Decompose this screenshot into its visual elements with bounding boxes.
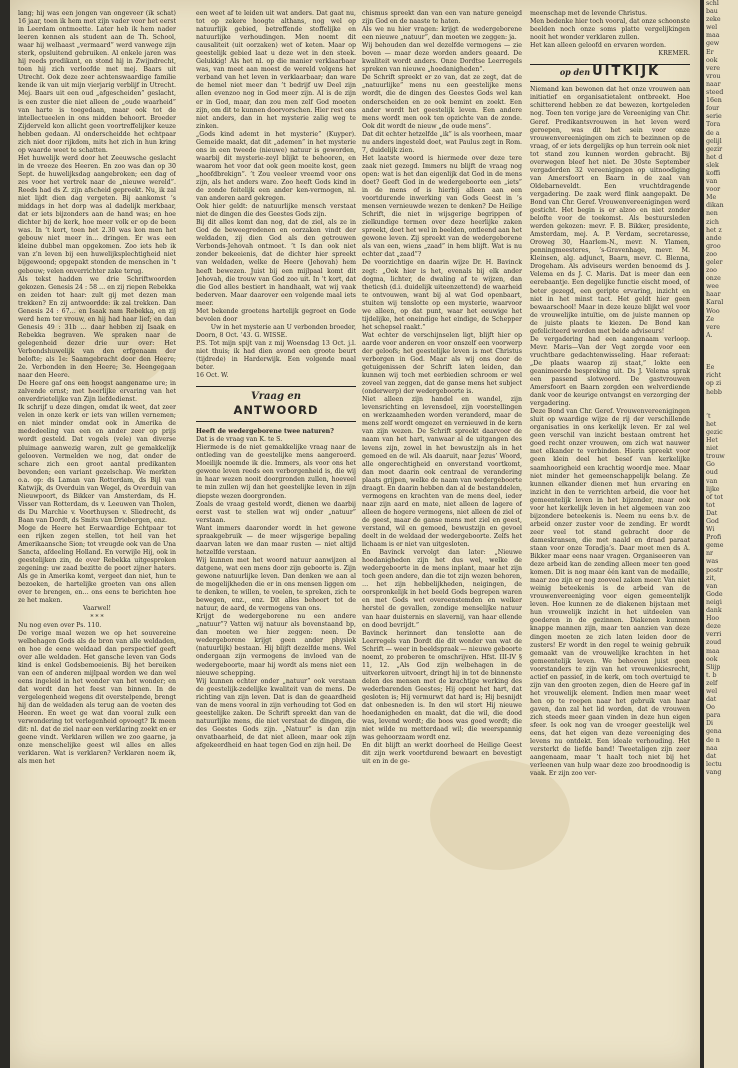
next-page-fragment: nen (706, 210, 718, 218)
column-2 (196, 10, 356, 1050)
next-page-fragment: dat (706, 696, 717, 704)
heading-top: Vraag en (250, 391, 302, 403)
paragraph: Wij behouden dan wel dezelfde vermogens — zie boven — maar deze worden anders geaard. De kwaliteit wordt anders. Onze Dordtse Leerregels spreken van nieuwe „hoedanigheden”. (362, 42, 522, 74)
next-page-fragment: groo (706, 242, 721, 250)
next-page-fragment: of tot (706, 493, 723, 501)
next-page-fragment: verri (706, 631, 722, 639)
section-divider: * * * (90, 613, 104, 621)
next-page-fragment: zit, (706, 574, 716, 582)
paragraph: een weet af te leiden uit wat anders. Dat gaat nu, tot op zekere hoogte althans, nog wel op natuurlijk gebied, betreffende stoffelijke en natuurlijke verhoudingen. Men noemt dit causaliteit (uit oorzaken) wet of keten. Maar op geestelijk gebied laat u deze wet in den steek. Gelukkig! Als het nl. op die manier verklaarbaar was, van meet aan moest de wereld volgens het verband van het leven in verklaarbaar; dan ware de hemel niet meer dan ’t bedrijf uw Deel zijn allen evenzoo nog in God meer zijn. Al is de zijn er in God, maar, dan zou men zelf God moeten zijn, om dit te kunnen doorvorschen. Hier rest ons niet anders, dan in het mysterie zalig weg te zinken. (196, 10, 356, 130)
next-page-fragment: Go (706, 461, 715, 469)
paragraph: Als tekst hadden we drie Schriftwoorden gekozen. Genesis 24 : 58 … en zij riepen Rebekka en zeiden tot haar: zult gij met dezen man trekken? En zij antwoordde: ik zal trekken. Dan Genesis 24 : 67… en Isaak nam Rebekka, en zij werd hem ter vrouw, en hij had haar lief; en dan Genesis 49 : 31b … daar hebben zij Isaak en Rebekka begraven. We spraken naar de gelegenheid dezer drie uur over: Het Verbondshuwelijk van den erfgenaam der belofte; als 1e: Saamgebracht door den Heere; 2e. Verbonden in den Heere; 3e. Heengegaan naar den Heere. (18, 275, 176, 380)
paragraph: Deze Bond van Chr. Geref. Vrouwenvereenigingen sluit op waardige wijze de rij der verschillende organisaties in ons kerkelijk leven. Er zal wel geen verschil van inzicht bestaan omtrent het goed recht onzer vrouwen, om zich wat nauwer met elkander te verbinden. Hierin spreekt voor geen klein deel het besef van kerkelijke saamhoorigheid een krachtig woordje mee. Maar niet minder het gemeenschappelijk belang. Ze kunnen elkander dienen met hun ervaring en inzicht in den te verrichten arbeid, die voor het gemeentelijk leven in het bijzonder, maar ook voor het kerkelijk leven in het algemeen van zoo bijzondere beteekenis is. Neem nu eens b.v. de arbeid onzer zuster voor de zending. Er wordt zeer veel tot stand gebracht door de dameskransen, die met naald en draad paraat staan voor onze Toradja’s. Daar moet men ds A. Bikker maar eens naar vragen. Organiseeren van deze arbeid kan de zending alleen meer ten goed komen. Dit is nog maar één kant van de medaille, maar zoo zijn er nog zooveel zaken meer. Van niet weinig beteekenis is de arbeid van de vrouwenvereeniging voor eigen gemeentelijk leven. Hoe kunnen ze de diakenen bijstaan met hun vrouwelijk inzicht in het uitdeelen van goederen in de gezinnen. Diakenen kunnen knappe mannen zijn, maar ten aanzien van deze dingen moeten ze zich laten leiden door de zusters! Er wordt in den regel te weinig gebruik gemaakt van de vrouwelijke krachten in het gemeentelijk leven. We behoeven juist geen voorstanders te zijn van het vrouwenkiesrecht, actief en passief, in de kerk, om toch overtuigd te zijn van den grooten zegen, dien de Heere gaf in het vrouwelijk element. Indien men maar weet hen op te roepen naar het gebruik van haar gaven, dan zal het lid worden, dat de vrouwen zich steeds meer gaan vinden in deze hun eigen sfeer. Is ook nog van de vroeger geestelijk wel eens, dat het eigen van deze vereeniging des levens nu ontdekt. Een ideale verhouding. Het versterkt de liefde band! Tweetaligen zijn zeer aangenaam, maar ’t haalt toch niet bij het verleenen van hulp waar deze zoo broodnoodig is vaak. Er zijn zoo ver- (530, 408, 690, 778)
next-page-fragment: koffi (706, 169, 721, 177)
closing-line: Uw in het mysterie aan U verbonden broeder, (210, 323, 356, 331)
next-page-fragment: gew (706, 40, 720, 48)
paragraph: Niet alleen zijn handel en wandel, zijn levensrichting en levensdoel, zijn voorstellingen en werkzaamheden worden veranderd, maar de mens zelf wordt omgezet en vernieuwd in de kern van zijn wezen. De Schrift spreekt daarvoor de naam van het hart, vanwaar al de uitgangen des levens zijn, zowel in het bewustzijn als in het gemoed en de wil. Als daaruit, naar Jezus’ Woord, alle ongerechtigheid en onverstand voortkomt, dan moet daarin ook centraal de verandering plaats grijpen, welke de naam van wedergeboorte draagt. En daarin hebben dan al de bestanddelen, vermogens en krachten van de mens deel, ieder naar zijn aard en mate, niet alleen de lagere of alleen de hogere vermogens, niet alleen de ziel of de geest, maar de ganse mens met ziel en geest, verstand, wil en gemoed, bewustzijn en gevoel deelt in de weldaad der wedergeboorte. Zelfs het lichaam is er niet van uitgesloten. (362, 396, 522, 549)
next-page-fragment: schl (706, 0, 719, 7)
paragraph: meenschap met de levende Christus. (530, 10, 647, 17)
next-page-fragment: vere (706, 64, 721, 72)
column-1 (18, 10, 176, 1050)
next-page-fragment: geler (706, 259, 723, 266)
next-page-fragment: Woo (706, 307, 720, 315)
paragraph: Vaarwel! (83, 605, 111, 613)
next-page-fragment: onze (706, 275, 721, 283)
next-page-fragment: wel (706, 24, 718, 32)
next-page-fragment: maa (706, 647, 720, 655)
paragraph: Dat dit echter hetzelfde „ik” is als voorheen, maar nu anders ingesteld doet, wat Paulus zegt in Rom. 7, duidelijk zien. (362, 130, 522, 154)
author-signature: KREMER. (658, 50, 690, 58)
next-page-fragment: gena (706, 728, 722, 736)
paragraph: „Gods kind ademt in het mysterie” (Kuyper). Gemeide maakt, dat dit „ademen” in het mysterie ons in een tweede (nieuwe) natuur is geworden, waarbij dit mysterie-zeyl blijkt te behooren, en waarom het voor dat ook geen moeite kost, geen „hoofdbrekign”. ’t Zou veeleer vreemd voor ons zijn, als het anders ware. Zoo heeft Gods kind in de zonde feitelijk een ander ken-vermogen, nl. van anderen aard gekregen. (196, 130, 356, 203)
next-page-fragment: Karal (706, 299, 724, 307)
next-page-fragment: gezir (706, 145, 723, 153)
next-page-fragment: postr (706, 566, 723, 574)
paragraph: De vergadering had een aangenaam verloop. Mevr. Maris—Van der Vegt zorgde voor een vruchtbare gedachtenwisseling. Haar referaat: „De plaats waarop zij staat,” lokte een geanimeerde bespreking uit. Ds J. Velema sprak een passend slotwoord. De gastvrouwen Amersfoort en Baarn zorgden een welverdiende dank voor de keurige ontvangst en verzorging der vergadering. (530, 335, 690, 408)
next-page-fragment: wee (706, 283, 719, 291)
next-page-fragment: dikan (706, 202, 724, 210)
next-page-fragment: Ze (706, 315, 715, 323)
paragraph: Men bedenke hier toch vooral, dat onze schoonste beelden noch onze soms platte vergelijkingen nooit het wonder verklaren zullen. (530, 18, 690, 42)
next-page-fragment: Di (706, 720, 714, 728)
next-page-fragment: 16en (706, 97, 722, 105)
next-page-fragment: zoo (706, 267, 717, 275)
next-page-fragment: hebb (706, 388, 722, 396)
next-page-fragment: van (706, 582, 718, 590)
next-page-fragment: nr (706, 550, 714, 558)
postscript-date: 16 Oct. W. (196, 372, 229, 380)
next-page-fragment: ook (706, 655, 718, 663)
heading-main: UITKIJK (592, 64, 661, 80)
paragraph: De voorzichtige en daarin wijze Dr. H. Bavinck zegt: „Ook hier is het, evenals bij elk ander dogma, lichter, de dwaling af te wijzen, dan theticsh (d.i. duidelijk uiteenzettend) de waarheid te ontvouwen, want bij al wat God openbaart, stuiten wij tenslotte op een mysterie, waarvoor we alleen, op dat punt, waar het eeuwige het tijdelijke, het oneindige het eindige, de Schepper het schepsel raakt.” (362, 259, 522, 331)
paragraph: De Schrift spreekt er zo van, dat ze zegt, dat de „natuurlijke” mens nu een geestelijke mens wordt, die de dingen des Geestes Gods wel kan onderscheiden en ze ook bemint en zoekt. Een ander wordt het geestelijk leven. Een andere mens wordt men ook ten opzichte van de zonde. Ook dit wordt de nieuw „de oude mens”. (362, 74, 522, 130)
paragraph: De vorige maal wezen we op het souvereine welbehagen Gods als de bron van alle weldaden, en hoe de eene weldaad dan perspectief geeft over alle weldaden. Het gansche leven van Gods kind is enkel Godsbemoeienis. Bij het bereiken van een of anderen mijlpaal worden we dan wel eens ingeleid in het wonder van het wonder; en dat wordt dan het feest van binnen. In de vergelegenheid wegens dit overstelpende, brengt hij dan de weldaden als terug aan de voeten des Heeren. En weet ge wat dan vooral zulk een verwondering tot verlegenheid opvoegt? Ik meen dit: nl. dat de ziel naar een verklaring zoekt en er geene vindt. Verklaren willen we zoo gaarne, ja onze menschelijke geest wil alles en alles verklaren. Wat is verklaren? Verklaren noem ik, als men het (18, 629, 176, 766)
next-page-fragment: gezic (706, 428, 723, 436)
paragraph: En Bavinck vervolgt dan later: „Nieuwe hoedanigheden zijn het dus wel, welke de wedergeboorte in de mens inplant, maar het zijn toch geen andere, dan die tot zijn wezen behoren, … het zijn hebbelijkheden, neigingen, de oorspronkelijk in het beeld Gods begrepen waren en met Gods wet overeenstemden en welker herstel de gevallen, zondige menselijke natuur van haar duisternis en slavernij, van haar ellende en dood bevrijdt.” (362, 549, 522, 629)
next-page-fragment: para (706, 712, 721, 720)
next-page-fragment: neigi (706, 598, 722, 606)
next-page-fragment: het z (706, 226, 722, 234)
column-4 (530, 10, 690, 1050)
paragraph: Ik schrijf u deze dingen, omdat ik weet, dat zeer velen in onze kerk er iets van willen vernemen; en niet minder omdat ook in Amerika de mededeeling van een en ander zeer op prijs wordt gesteld. Dat vogels (vele) van diverse pluimage aanwezig waren, zult ge gemakkelijk gelooven. Vermelden we nog, dat onder de schare zich een groot aantal predikanten bevonden; een variant gezelschap. We merkten o.a. op: ds Laman van Rotterdam, ds Bijl van Katwijk, ds Overduin van Wegel, ds Overduin van Nieuwpoort, ds Bikker van Amsterdam, ds H. Visser van Rotterdam, ds v. Leeuwen van Tholen, ds Du Marchie v. Voorthuysen v. Sliedrecht, ds Baan van Dordt, ds Smits van Driebergen, enz. (18, 404, 176, 524)
next-page-fragment: haar (706, 291, 721, 299)
next-page-fragment: was (706, 558, 719, 566)
next-page-fragment (704, 348, 738, 356)
next-page-fragment: vang (706, 768, 722, 776)
next-page-fragment: ook (706, 56, 718, 64)
next-page-fragment: oud (706, 469, 718, 477)
paragraph: Bavinck herinnert dan tenslotte aan de Leerregels van Dordt die dit wonder van wat de Schrift — weer in beeldspraak — nieuwe geboorte noemt, zo proberen te omschrijven. Hfst. III-IV § 11, 12. „Als God zijn welbehagen in de uitverkoren uitvoert, dringt hij in tot de binnenste delen des mensen met de krachtige werking des wederbarenden Geestes; Hij opent het hart, dat gesloten is; Hij vermurwt dat hard is; Hij besnijdt dat onbesneden is. In den wil stort Hij nieuwe hoedanigheden en maakt, dat die wil, die dood was, levend wordt; die boos was goed wordt; die niet wilde nu metterdaad wil; die weerspannig was gehoorzaam wordt enz. (362, 629, 522, 742)
paragraph: Zoals de vraag gesteld wordt, dienen we daarbij eerst vast te stellen wat wij onder „natuur” verstaan. (196, 500, 356, 524)
next-page-fragment: naa (706, 744, 718, 752)
next-page-fragment: bau (706, 8, 718, 16)
paragraph: Bij dit alles komt dan nog, dat de ziel, als ze in God de beweegredenen en oorzaken vindt der weldaden, zij dien God als den getrouwen Verbonds-Jehovah ontmoet. ’t Is dan ook niet zonder bekeeienis, dat de dichter hier spreekt van weldaden, welke de Heere (Jehovah) hem heeft bewezen. Juist bij een mijlpaal komt dit Jehovah, die trouw van God zoo uit. In ’t kort, dat die God alles bestiert in handhaalt, wat wij vaak bederven. Maar daarover een volgende maal iets meer. (196, 219, 356, 307)
next-page-fragment: van (706, 178, 718, 186)
next-page-fragment: Profi (706, 534, 722, 542)
next-page-fragment: steed (706, 89, 724, 97)
op-den-uitkijk-heading (530, 64, 690, 82)
next-page-fragment: tot (706, 501, 715, 509)
next-page-fragment (704, 397, 738, 405)
next-page-fragment: niet (706, 445, 719, 453)
next-page-fragment: ande (706, 234, 722, 242)
question-title: Heeft de wedergeborene twee naturen? (196, 428, 334, 436)
next-page-fragment: Het (706, 437, 718, 445)
next-page-fragment: van (706, 477, 718, 485)
next-page-fragment: wel (706, 687, 718, 695)
paragraph: Ook hier geldt: de natuurlijke mensch verstaat niet de dingen die des Geestes Gods zijn. (196, 203, 356, 219)
paragraph: Moge de Heere het Eerwaardige Echtpaar tot een rijken zegen stellen, tot heil van het Amerikaansche Sion; tot vreugde ook van de Una Sancta, afdeeling Holland. En verwijle Hij, ook in geestelijken zin, de over Rebekka uitgesproken zegening: uw zaad bezitte de poort zijner haters. Als ge in Amerika komt, vergeet dan niet, hun te bezoeken, de hartelijke groeten van ons allen over te brengen, en… ons eens te berichten hoe ze het maken. (18, 525, 176, 605)
next-page-fragment: Ee (706, 364, 715, 372)
paragraph: Wat echter de verschijnselen ligt, blijft hier op aarde voor anderen en voor onszelf een voorwerp der geloofs; het geestelijke leven is met Christus verborgen in God. Maar als wij ons door de getuigenissen der Schrift laten leiden, dan kunnen wij toch met eerbiedien schroom er wel zoveel van zeggen, dat de ganse mens het subject (onderwerp) der wedergeboorte is. (362, 331, 522, 396)
next-page-fragment: four (706, 105, 720, 113)
next-page-fragment: richt (706, 372, 722, 380)
next-page-fragment: zich (706, 218, 719, 226)
next-page-fragment: Tora (706, 121, 721, 129)
paragraph: lang; hij was een jongen van ongeveer (ik schat) 16 jaar, toen ik hem met zijn vader voor het eerst in Leerdam ontmoette. Later heb ik hem nader leeren kennen als student aan de Th. School, waar hij welhaast „vermaard” werd vanwege zijn sterk, opsluitend gebruiken. Al enkele jaren was hij reeds predikant, en stond hij in Zwijndrecht, toen hij zich verloofde met mej. Baars uit Utrecht. Ook deze zeer achtenswaardige familie kende ik van uit mijn vierjarig verblijf in Utrecht. Mej. Baars uit een oud „afgescheiden” geslacht, is een zuster die niet alleen de „oude waarheid” van harte is toegedaan, maar ook tot de intellectueelen in ons midden behoort. Broeder Zijderveld kon allicht geen voortreffelijker keuze hebben gedaan. Al onderscheidde het echtpaar zich niet door rijkdom, mits het zich in hun kring op waarde weet te schatten. (18, 10, 176, 154)
paragraph: Wij kunnen met het woord natuur aanwijzen al datgene, wat een mens door zijn geboorte is. Zijn gewone natuurlijke leven. Dan denken we aan al de mogelijkheden die er in ons mensen liggen om te denken, te willen, te voelen, te spreken, zich te bewegen, enz., enz. Dit alles behoort tot de natuur, de aard, de vermogens van ons. (196, 556, 356, 613)
next-page-fragment: lijke (706, 485, 720, 493)
next-page-fragment: de a (706, 129, 720, 137)
next-page-fragment: vere (706, 323, 721, 331)
column-3 (362, 10, 522, 1050)
next-page-fragment: Dat (706, 509, 718, 517)
heading-small: op den (559, 67, 591, 78)
paragraph: Het kan alleen geloofd en ervaren worden. (530, 42, 666, 50)
postscript: P.S. Tot mijn spijt van z mij Woensdag 13 Oct. j.l. niet thuis; ik had dien avond een groote beurt (tijdrede) in Harderwijk. Een volgende maal beter. (196, 339, 356, 372)
next-page-fragment (704, 356, 738, 364)
heading-main: ANTWOORD (233, 403, 319, 418)
next-page-fragment: zoo (706, 250, 717, 258)
paragraph: Krijgt de wedergeborene nu een andere „natuur”? Vatten wij natuur als bovenstaand bp, dan moeten we hier zeggen: neen. De wedergeborene krijgt geen ander physiek (natuurlijk) bestaan. Hij blijft dezelfde mens. Wel ondergaan zijn vermogens de invloed van de wedergeboorte, maar hij wordt als mens niet een nieuwe schepping. (196, 613, 356, 677)
next-page-fragment: zeke (706, 16, 721, 24)
next-page-fragments (704, 0, 738, 777)
next-page-fragment: Oo (706, 704, 715, 712)
next-page-fragment: deze (706, 623, 721, 631)
next-page-fragment: lectu (706, 760, 722, 768)
paragraph: Dat is de vraag van K. te S. (196, 436, 283, 444)
next-page-fragment: Slijp (706, 663, 721, 671)
next-page-fragment: t. b (706, 671, 717, 679)
next-page-fragment: Hoo (706, 615, 720, 623)
next-page-fragment: dank (706, 607, 722, 615)
paragraph: Want immers daaronder wordt in het gewone spraakgebruik — de meer wijsgerige bepaling daarvan laten we dan maar rusten — niet altijd hetzelfde verstaan. (196, 524, 356, 556)
next-page-fragment: op zi (706, 380, 722, 388)
next-page-fragment: ‘t (706, 412, 711, 420)
next-page-fragment: trouw (706, 453, 725, 461)
paragraph: chismus spreekt dan van een van nature geneigd zijn God en de naaste te haten. (362, 10, 522, 26)
paragraph: Wij kunnen echter onder „natuur” ook verstaan de geestelijk-zedelijke kwaliteit van de mens. De richting van zijn leven. Dat is dan de geaardheid van de mens vooral in zijn verhouding tot God en geestelijke zaken. De Schrift spreekt dan van de natuurlijke mens, die niet verstaat de dingen, die des Geestes Gods zijn. „Natuur” is dan zijn onvatbaarheid, de dat niet alleen, maar ook zijn afgekeerdheid en haat tegen God en zijn heil. De (196, 677, 356, 749)
next-page-fragment: voor (706, 186, 721, 194)
paragraph: Als we nu hier vragen: krijgt de wedergeborene een nieuwe „natuur”, dan moeten we zeggen: ja. (362, 26, 522, 42)
paragraph: Nu nog even over Ps. 110. (18, 621, 102, 629)
next-page-edge (704, 0, 738, 1068)
next-page-fragment: slek (706, 161, 719, 169)
next-page-fragment: vrou (706, 72, 721, 80)
paragraph: Het laatste woord is hiermede over deze tere zaak niet gezegd. Immers nu blijft de vraag nog open: wat is het dan eigenlijk dat God in de mens doet? Geeft God in de wedergeboorte een „iets” in de mens of is hierbij alleen aan een voortdurende inwerking van Gods Geest in ’s mensen vernieuwde wezen te denken? De Heilige Schrift, die niet in wijsgerige begrippen of zielkundige termen over deze heerlijke zaken spreekt, doet het wel in beelden, ontleend aan het gewone leven. Zij spreekt van de wedergeborene als van een, wiens „zaad” in hem blijft. Wat is nu echter dat „zaad”? (362, 154, 522, 259)
next-page-fragment: zelf (706, 679, 718, 687)
next-page-fragment: het d (706, 153, 723, 161)
next-page-fragment: zoud (706, 639, 722, 647)
signature-line: Doorn, 8 Oct. ’43. G. WISSE. (196, 331, 288, 339)
next-page-fragment: de n (706, 736, 720, 744)
next-page-fragment (704, 340, 738, 348)
next-page-fragment: serie (706, 113, 722, 121)
next-page-fragment: maa (706, 32, 720, 40)
next-page-fragment: dat (706, 752, 717, 760)
next-page-fragment: Gode (706, 590, 723, 598)
next-page-fragment: A. (706, 331, 713, 339)
next-page-fragment: het (706, 420, 717, 428)
next-page-fragment: geme (706, 542, 724, 550)
paragraph: En dit blijft an werkt doorheel de Heilige Geest dit zijn werk voortdurend bewaart en bevestigt uit en in de ge- (362, 742, 522, 766)
paragraph: Niemand kan bewonen dat het onze vrouwen aan initiatief en organisatietalent ontbreekt. Hoe schitterend hebben ze dat bewezen, kortgeleden nog. Toen ten vorige jare de Vereeniging van Chr. Geref. Predikantsvrouwen in het leven werd geroepen, was dit het sein voor onze vrouwenvereenigingen om zich te bezinnen op de vraag, of er iets dergelijks op hun terrein ook niet tot stand zou kunnen worden gebracht. Bij overwegen bleef het niet. De 30ste September vergaderden 32 vereenigingen op uitnoodiging van Amersfoort en Baarn in de zaal van Oldebarneveldt. Een vruchtdragende vergadering. De zaak werd flink aangepakt. De Bond van Chr. Geref. Vrouwenvereenigingen werd gesticht. Het begin is er alzoo en niet zonder belofte voor de toekomst. Als bestuursleden werden gekozen: mevr. F. B. Bikker, presidente, Amsterdam, mej. A. P. Verdam, secretaresse, Oroweg 30, Haarlem-N., mevr. N. Ylamen, penningmeesteres, ’s-Gravenhage, mevr. M. Kleinsen, alg. adjunct, Baarn, mevr. C. Blenna, Drogeham. Als adviseurs werden benoemd ds J. Velema en ds J. C. Maris. Dat is meer dan een eerebaantje. Een degelijke functie eischt moed, of beter gezegd, een geripte ervaring, inzicht en niet in het minst tact. Het geldt hier geen bewaarschool! Maar in deze keuze blijkt wel voor de vrouwelijke intuïtie, om de juiste mannen op de juiste plaats te kiezen. De Bond kan gefeliciteerd worden met beide adviseurs! (530, 86, 690, 335)
paragraph: Met bekende groetens hartelijk gegroet en Gode bevolen door (196, 307, 356, 323)
next-page-fragment: Wi (706, 526, 715, 534)
paragraph: De Heere gaf ons een hoogst aangename ure; in zalvende ernst; met heerlijke ervaring van het onverdrietelijke van Zijn liefdedienst. (18, 380, 176, 404)
next-page-fragment (704, 405, 738, 413)
next-page-fragment: God (706, 518, 719, 525)
vraag-en-antwoord-heading (196, 386, 356, 422)
next-page-fragment: Me (706, 194, 717, 202)
paragraph: Hiermede is de niet gemakkelijke vraag naar de ontleding van de geestelijke mens aangeroerd. Moeilijk noemde ik die. Immers, als voor ons het gewone leven reeds een verborgenheid is, die wij in haar wezen nooit doorgronden zullen, hoeveel te min zullen wij dan het geestelijke leven in zijn diepste wezen doorgronden. (196, 444, 356, 500)
paragraph: Het huwelijk werd door het Zeeuwsche geslacht in de vreeze des Heeren. En zoo was dan op 30 Sept. de huwelijksdag aangebroken; een dag of zes voor het vertrek naar de „nieuwe wereld”. Reeds had ds Z. zijn afscheid gepreekt. Nu, ik zal niet lijdt dien dag vergeten. Bij aankomst ’s middags in het dorp was al dadelijk merkbaar, dat er iets bijzonders aan de hand was; en hoe dichter bij de kerk, hoe meer volk er op de been was. In ’t kort, toen het 2.30 was kon men het gebouw niet meer in… dringen. Er was een kleine dubbel man opgekomen. Zoo iets heb ik van z’n leven bij een huwelijksplechtigheid niet bijgewoond; opgepakt stonden de menschen in ’t gebouw; velen onverrichter zake terug. (18, 154, 176, 275)
next-page-fragment: gelijl (706, 137, 722, 145)
next-page-fragment: Er (706, 48, 714, 56)
next-page-fragment: naar (706, 80, 721, 88)
